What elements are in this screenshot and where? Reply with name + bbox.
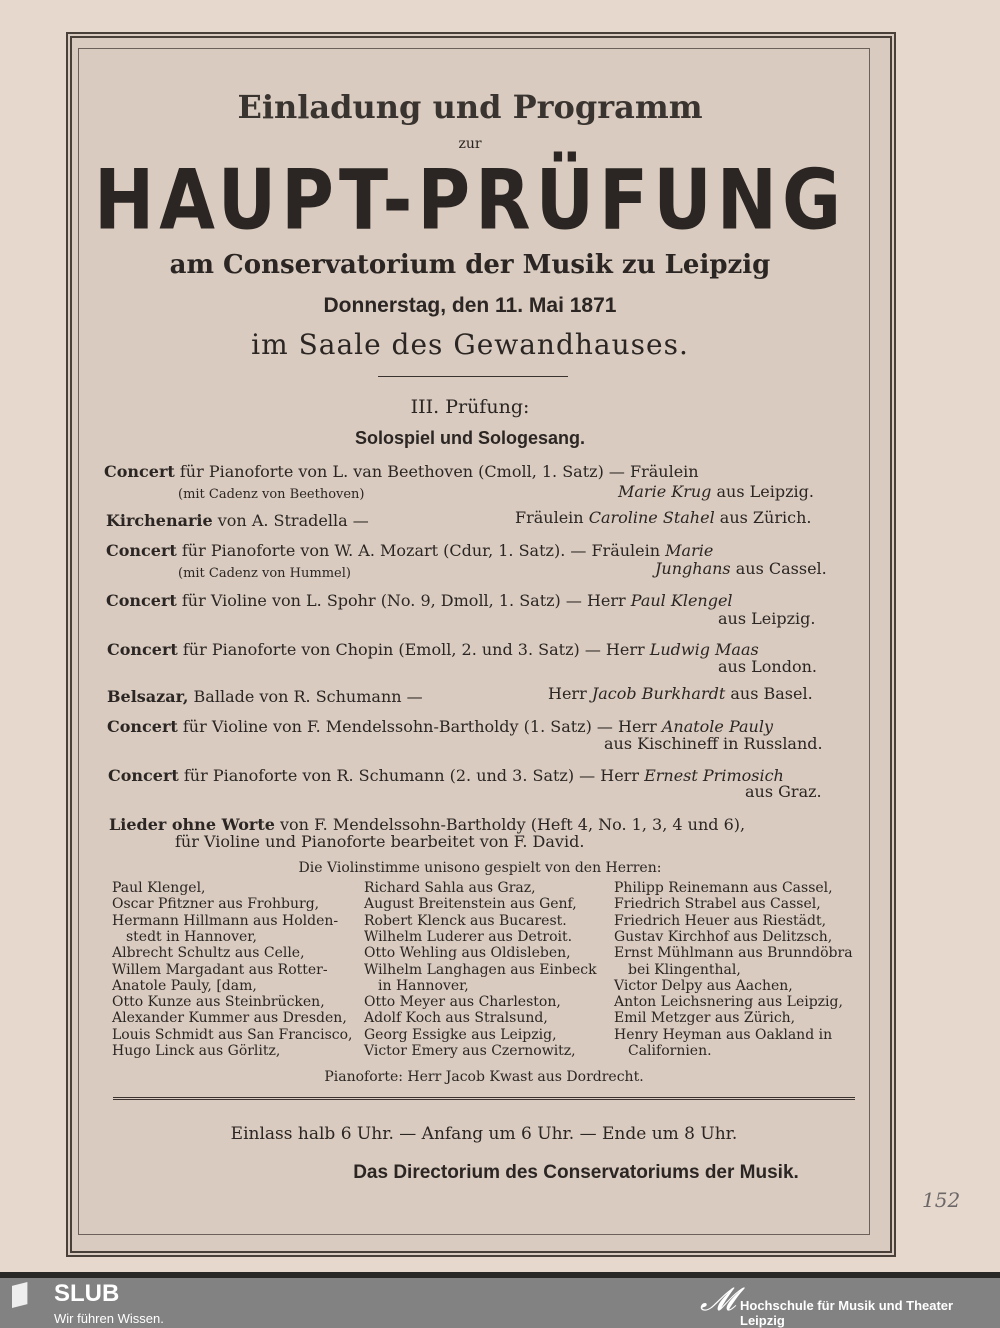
violinist-entry: in Hannover, [378, 977, 469, 994]
violinist-entry: Wilhelm Langhagen aus Einbeck [364, 961, 597, 978]
main-title: HAUPT-PRÜFUNG [93, 151, 847, 249]
violinist-entry: August Breitenstein aus Genf, [364, 896, 577, 913]
program-note: (mit Cadenz von Hummel) [178, 566, 351, 581]
violinist-entry: Richard Sahla aus Graz, [364, 880, 536, 896]
violinist-entry: Anatole Pauly, [dam, [112, 977, 257, 994]
heading-conservatorium: am Conservatorium der Musik zu Leipzig [169, 250, 771, 280]
times-line: Einlass halb 6 Uhr. — Anfang um 6 Uhr. — Ende um 8 Uhr. [230, 1124, 738, 1144]
violinist-entry: Robert Klenck aus Bucarest. [364, 912, 567, 929]
program-item: Concert für Violine von F. Mendelssohn-Bartholdy (1. Satz) — Herr Anatole Pauly [107, 717, 774, 736]
program-item: Kirchenarie von A. Stradella — [106, 511, 369, 530]
divider [113, 1097, 855, 1100]
program-item: Concert für Pianoforte von W. A. Mozart (Cdur, 1. Satz). — Fräulein Marie [106, 541, 714, 560]
heading-invitation: Einladung und Programm [237, 88, 703, 126]
program-item: Concert für Pianoforte von L. van Beethoven (Cmoll, 1. Satz) — Fräulein [104, 462, 699, 481]
program-item: Concert für Pianoforte von R. Schumann (2. und 3. Satz) — Herr Ernest Primosich [108, 766, 784, 785]
institution-name: Hochschule für Musik und Theater Leipzig [740, 1298, 954, 1328]
program-item: Lieder ohne Worte von F. Mendelssohn-Bartholdy (Heft 4, No. 1, 3, 4 und 6), [109, 815, 746, 834]
footer-bar [0, 1278, 1000, 1328]
violin-heading: Die Violinstimme unisono gespielt von den Herren: [298, 860, 662, 876]
violinist-entry: Emil Metzger aus Zürich, [614, 1010, 796, 1027]
program-performer: Junghans aus Cassel. [655, 559, 827, 578]
violinist-entry: Wilhelm Luderer aus Detroit. [364, 928, 573, 945]
violinist-entry: Friedrich Strabel aus Cassel, [614, 896, 821, 913]
program-line2: für Violine und Pianoforte bearbeitet von F. David. [175, 832, 585, 851]
violinist-entry: Hugo Linck aus Görlitz, [112, 1043, 281, 1059]
program-origin: aus London. [718, 657, 817, 676]
violinist-entry: Victor Delpy aus Aachen, [614, 977, 793, 994]
violinist-entry: Willem Margadant aus Rotter- [112, 961, 328, 978]
page-mark: 152 [922, 1188, 961, 1212]
event-venue: im Saale des Gewandhauses. [251, 328, 689, 361]
pianoforte-line: Pianoforte: Herr Jacob Kwast aus Dordrecht. [324, 1069, 644, 1085]
program-item: Concert für Pianoforte von Chopin (Emoll, 2. und 3. Satz) — Herr Ludwig Maas [107, 640, 759, 659]
program-origin: aus Graz. [745, 782, 822, 801]
violinist-entry: Hermann Hillmann aus Holden- [112, 912, 339, 929]
violinist-entry: Alexander Kummer aus Dresden, [112, 1010, 347, 1027]
program-origin: aus Leipzig. [718, 609, 816, 628]
event-date: Donnerstag, den 11. Mai 1871 [323, 294, 617, 317]
program-note: (mit Cadenz von Beethoven) [178, 487, 365, 502]
violinist-entry: Otto Meyer aus Charleston, [364, 994, 561, 1011]
slub-logo: SLUB [54, 1280, 120, 1307]
program-item: Belsazar, Ballade von R. Schumann — [107, 687, 423, 706]
hmt-logo-icon: 𝓜 [700, 1280, 736, 1318]
program-performer: Fräulein Caroline Stahel aus Zürich. [515, 508, 812, 527]
violinist-entry: Henry Heyman aus Oakland in [614, 1026, 833, 1043]
violinist-entry: Adolf Koch aus Stralsund, [364, 1010, 548, 1027]
violinist-entry: Otto Wehling aus Oldisleben, [364, 945, 571, 962]
violinist-entry: bei Klingenthal, [628, 961, 741, 978]
violinist-entry: Louis Schmidt aus San Francisco, [112, 1026, 353, 1043]
violinist-entry: Californien. [628, 1043, 712, 1059]
slub-slogan: Wir führen Wissen. [54, 1311, 164, 1326]
signature: Das Directorium des Conservatoriums der Musik. [353, 1162, 799, 1183]
program-performer: Herr Jacob Burkhardt aus Basel. [548, 684, 813, 703]
violinist-entry: Philipp Reinemann aus Cassel, [614, 880, 833, 896]
violinist-entry: Paul Klengel, [112, 880, 206, 896]
violinist-entry: stedt in Hannover, [126, 928, 257, 945]
violinist-entry: Albrecht Schultz aus Celle, [112, 945, 305, 962]
program-item: Concert für Violine von L. Spohr (No. 9, Dmoll, 1. Satz) — Herr Paul Klengel [106, 591, 733, 610]
slub-book-icon [12, 1282, 34, 1308]
violinist-entry: Victor Emery aus Czernowitz, [364, 1043, 576, 1059]
ornament-divider [378, 376, 568, 377]
program-origin: aus Kischineff in Russland. [604, 734, 823, 753]
violinist-entry: Ernst Mühlmann aus Brunndöbra [614, 945, 853, 962]
violinist-entry: Anton Leichsnering aus Leipzig, [614, 994, 843, 1011]
heading-zur: zur [458, 136, 482, 152]
violinist-entry: Oscar Pfitzner aus Frohburg, [112, 896, 320, 913]
section-number: III. Prüfung: [410, 396, 530, 418]
violinist-entry: Friedrich Heuer aus Riestädt, [614, 912, 827, 929]
violinist-entry: Gustav Kirchhof aus Delitzsch, [614, 928, 833, 945]
section-subtitle: Solospiel und Sologesang. [354, 428, 586, 448]
violinist-entry: Georg Essigke aus Leipzig, [364, 1026, 557, 1043]
violinist-entry: Otto Kunze aus Steinbrücken, [112, 994, 325, 1011]
program-performer: Marie Krug aus Leipzig. [618, 482, 814, 501]
